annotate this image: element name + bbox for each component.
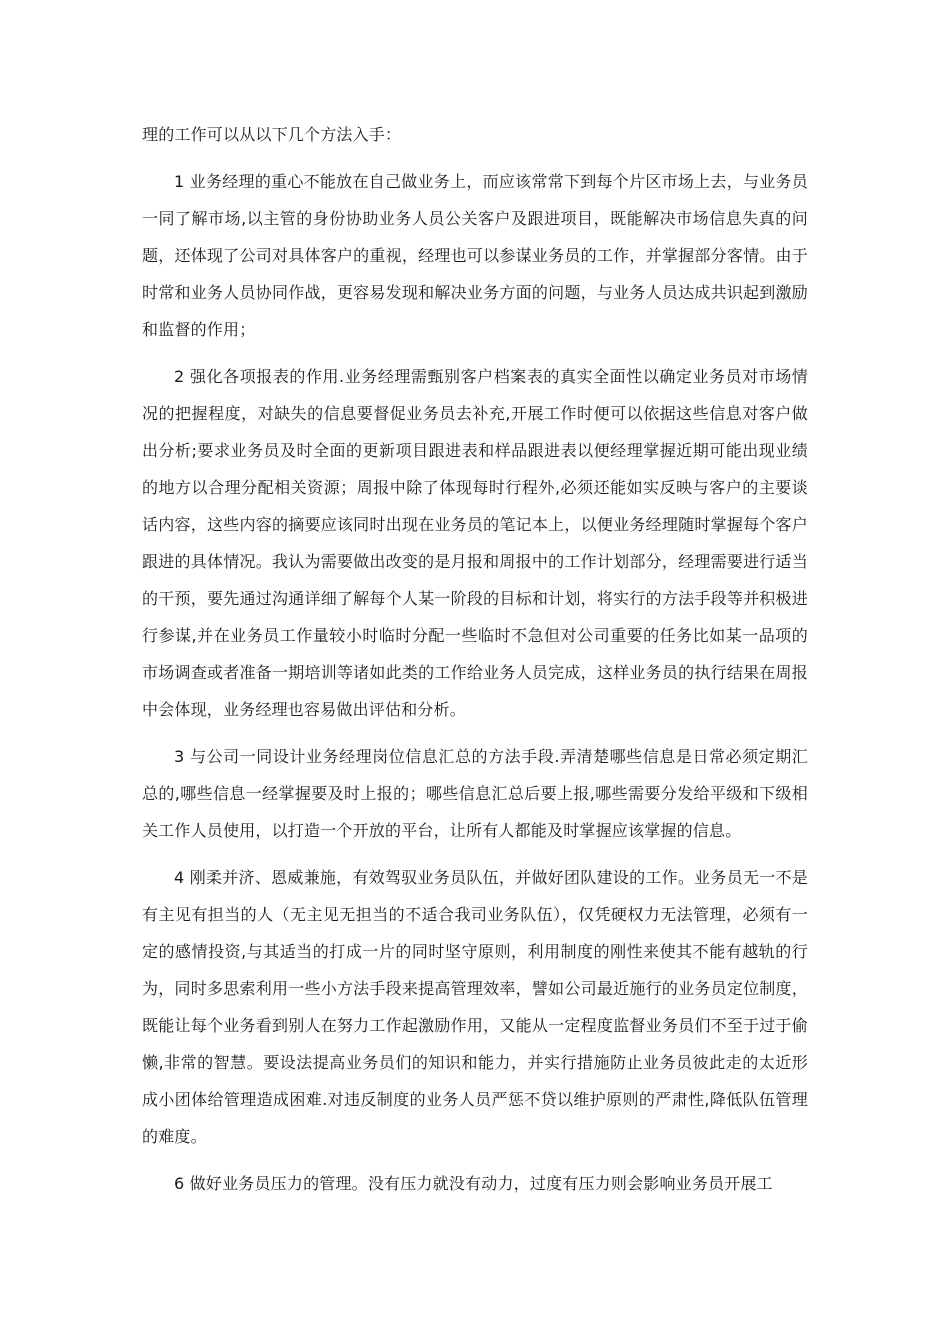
- paragraph-item-6: 6 做好业务员压力的管理。没有压力就没有动力，过度有压力则会影响业务员开展工: [174, 1174, 773, 1193]
- document-body: [142, 116, 808, 1212]
- intro-paragraph: 理的工作可以从以下几个方法入手：: [142, 125, 402, 144]
- paragraph-item-3: 3 与公司一同设计业务经理岗位信息汇总的方法手段.弄清楚哪些信息是日常必须定期汇总的,哪些信息一经掌握要及时上报的；哪些信息汇总后要上报,哪些需要分发给平级和下级相关工作人员使用，以打造一个开放的平台，让所有人都能及时掌握应该掌握的信息。: [142, 747, 808, 840]
- paragraph-item-4: 4 刚柔并济、恩威兼施，有效驾驭业务员队伍，并做好团队建设的工作。业务员无一不是有主见有担当的人（无主见无担当的不适合我司业务队伍），仅凭硬权力无法管理，必须有一定的感情投资,与其适当的打成一片的同时坚守原则，利用制度的刚性来使其不能有越轨的行为，同时多思索利用一些小方法手段来提高管理效率，譬如公司最近施行的业务员定位制度，既能让每个业务看到别人在努力工作起激励作用，又能从一定程度监督业务员们不至于过于偷懒,非常的智慧。要设法提高业务员们的知识和能力，并实行措施防止业务员彼此走的太近形成小团体给管理造成困难.对违反制度的业务人员严惩不贷以维护原则的严肃性,降低队伍管理的难度。: [142, 868, 808, 1146]
- paragraph-item-2: 2 强化各项报表的作用.业务经理需甄别客户档案表的真实全面性以确定业务员对市场情况的把握程度，对缺失的信息要督促业务员去补充,开展工作时便可以依据这些信息对客户做出分析;要求业务员及时全面的更新项目跟进表和样品跟进表以便经理掌握近期可能出现业绩的地方以合理分配相关资源；周报中除了体现每时行程外,必须还能如实反映与客户的主要谈话内容，这些内容的摘要应该同时出现在业务员的笔记本上，以便业务经理随时掌握每个客户跟进的具体情况。我认为需要做出改变的是月报和周报中的工作计划部分，经理需要进行适当的干预，要先通过沟通详细了解每个人某一阶段的目标和计划，将实行的方法手段等并积极进行参谋,并在业务员工作量较小时临时分配一些临时不急但对公司重要的任务比如某一品项的市场调查或者准备一期培训等诸如此类的工作给业务人员完成，这样业务员的执行结果在周报中会体现，业务经理也容易做出评估和分析。: [142, 367, 808, 719]
- paragraph-item-1: 1 业务经理的重心不能放在自己做业务上，而应该常常下到每个片区市场上去，与业务员一同了解市场,以主管的身份协助业务人员公关客户及跟进项目，既能解决市场信息失真的问题，还体现了公司对具体客户的重视，经理也可以参谋业务员的工作，并掌握部分客情。由于时常和业务人员协同作战，更容易发现和解决业务方面的问题，与业务人员达成共识起到激励和监督的作用；: [142, 172, 808, 339]
